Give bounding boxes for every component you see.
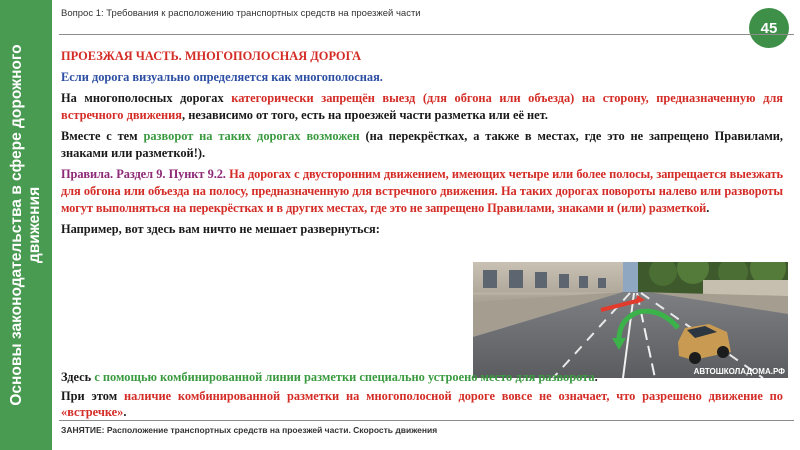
header-divider [59, 34, 794, 35]
rules-period: . [706, 201, 710, 215]
rules-label: Правила. Раздел 9. Пункт 9.2. [61, 167, 226, 181]
paragraph-text: Вместе с тем [61, 129, 144, 143]
lesson-footer: ЗАНЯТИЕ: Расположение транспортных средств на проезжей части. Скорость движения [61, 425, 438, 435]
section-heading: ПРОЕЗЖАЯ ЧАСТЬ. МНОГОПОЛОСНАЯ ДОРОГА [61, 49, 362, 63]
paragraph-text: . [123, 405, 127, 419]
paragraph-warning [61, 388, 783, 420]
paragraph-text: Здесь [61, 370, 95, 384]
footer-divider [59, 420, 794, 421]
paragraph-multilane-ban [61, 90, 783, 124]
highlight-green-text: с помощью комбинированной линии разметки специально устроено место для разворота [94, 370, 595, 384]
paragraph-text: , независимо от того, есть на проезжей части разметка или её нет. [182, 108, 548, 122]
road-photo [473, 262, 788, 378]
bottom-content [61, 369, 783, 423]
highlight-red-text: категорически запрещён выезд (для обгона или объезда) на сторону, предназначенную для встречного движения [61, 91, 783, 122]
paragraph-text: При этом [61, 389, 124, 403]
paragraph-u-turn [61, 128, 783, 162]
paragraph-combined-marking [61, 369, 783, 385]
main-content [61, 48, 783, 242]
photo-watermark: АВТОШКОЛАДОМА.РФ [693, 367, 785, 376]
paragraph-text: . [594, 370, 598, 384]
road-illustration [473, 262, 788, 378]
rules-text: На дорогах с двусторонним движением, имеющих четыре или более полосы, запрещается выезжать для обгона или объезда на полосу, предназначенную для встречного движения. На таких дорогах повороты налево или развороты могут выполняться на перекрёстках и в других местах, где это не запрещено Правилами, знаками и (или) разметкой [61, 167, 783, 215]
paragraph-example: Например, вот здесь вам ничто не мешает развернуться: [61, 222, 380, 236]
highlight-green-text: разворот на таких дорогах возможен [143, 129, 360, 143]
sidebar-title: Основы законодательства в сфере дорожного движения [8, 44, 43, 406]
paragraph-text: На многополосных дорогах [61, 91, 232, 105]
question-header: Вопрос 1: Требования к расположению транспортных средств на проезжей части [61, 8, 421, 19]
paragraph-rules [61, 166, 783, 217]
highlight-red-text: наличие комбинированной разметки на многополосной дороге вовсе не означает, что разрешено движение по «встречке» [61, 389, 783, 419]
section-subheading: Если дорога визуально определяется как многополосная. [61, 70, 383, 84]
paragraph-text: (на перекрёстках, а также в местах, где это не запрещено Правилами, знаками или разметкой!). [61, 129, 783, 160]
sidebar [0, 0, 52, 450]
slide-number-badge: 45 [749, 8, 789, 48]
